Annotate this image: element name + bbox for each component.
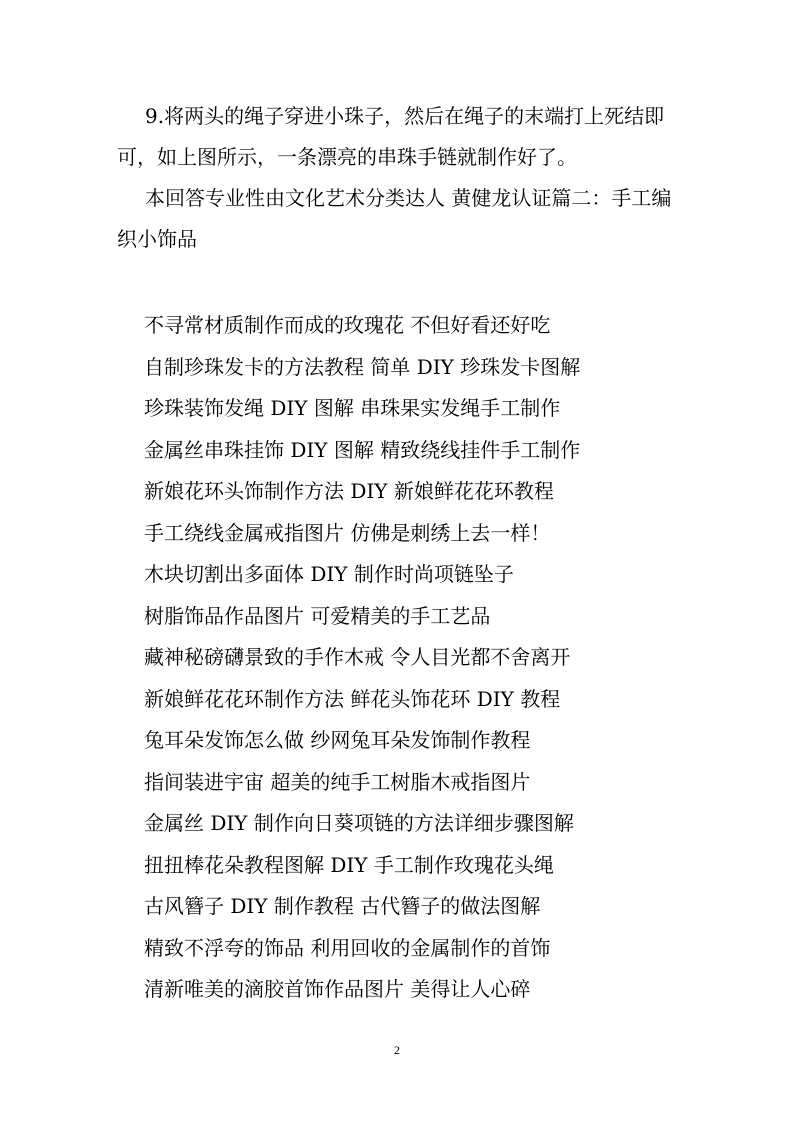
paragraph-step-9: 9.将两头的绳子穿进小珠子，然后在绳子的末端打上死结即可，如上图所示，一条漂亮的串珠手链就制作好了。	[117, 104, 665, 169]
list-item[interactable]: 新娘花环头饰制作方法 DIY 新娘鲜花花环教程	[144, 479, 554, 503]
list-item[interactable]: 藏神秘磅礴景致的手作木戒 令人目光都不舍离开	[144, 645, 571, 669]
list-item[interactable]: 金属丝串珠挂饰 DIY 图解 精致绕线挂件手工制作	[144, 437, 581, 462]
paragraph-attribution: 本回答专业性由文化艺术分类达人 黄健龙认证篇二：手工编织小饰品	[117, 186, 672, 251]
page-number: 2	[394, 1043, 400, 1057]
list-item[interactable]: 古风簪子 DIY 制作教程 古代簪子的做法图解	[144, 894, 541, 918]
list-item[interactable]: 金属丝 DIY 制作向日葵项链的方法详细步骤图解	[144, 811, 574, 835]
list-item[interactable]: 兔耳朵发饰怎么做 纱网兔耳朵发饰制作教程	[144, 728, 531, 752]
list-item[interactable]: 扭扭棒花朵教程图解 DIY 手工制作玫瑰花头绳	[144, 852, 554, 877]
list-item[interactable]: 指间装进宇宙 超美的纯手工树脂木戒指图片	[144, 769, 531, 794]
article-link-list	[144, 305, 580, 1011]
list-item[interactable]: 珍珠装饰发绳 DIY 图解 串珠果实发绳手工制作	[144, 396, 561, 420]
list-item[interactable]: 木块切割出多面体 DIY 制作时尚项链坠子	[144, 562, 514, 586]
list-item[interactable]: 手工绕线金属戒指图片 仿佛是刺绣上去一样！	[144, 520, 551, 545]
list-item[interactable]: 精致不浮夸的饰品 利用回收的金属制作的首饰	[144, 935, 551, 960]
list-item[interactable]: 清新唯美的滴胶首饰作品图片 美得让人心碎	[144, 977, 531, 1001]
list-item[interactable]: 树脂饰品作品图片 可爱精美的手工艺品	[144, 603, 491, 628]
list-item[interactable]: 不寻常材质制作而成的玫瑰花 不但好看还好吃	[144, 313, 551, 337]
list-item[interactable]: 自制珍珠发卡的方法教程 简单 DIY 珍珠发卡图解	[144, 354, 581, 379]
list-item[interactable]: 新娘鲜花花环制作方法 鲜花头饰花环 DIY 教程	[144, 686, 561, 711]
